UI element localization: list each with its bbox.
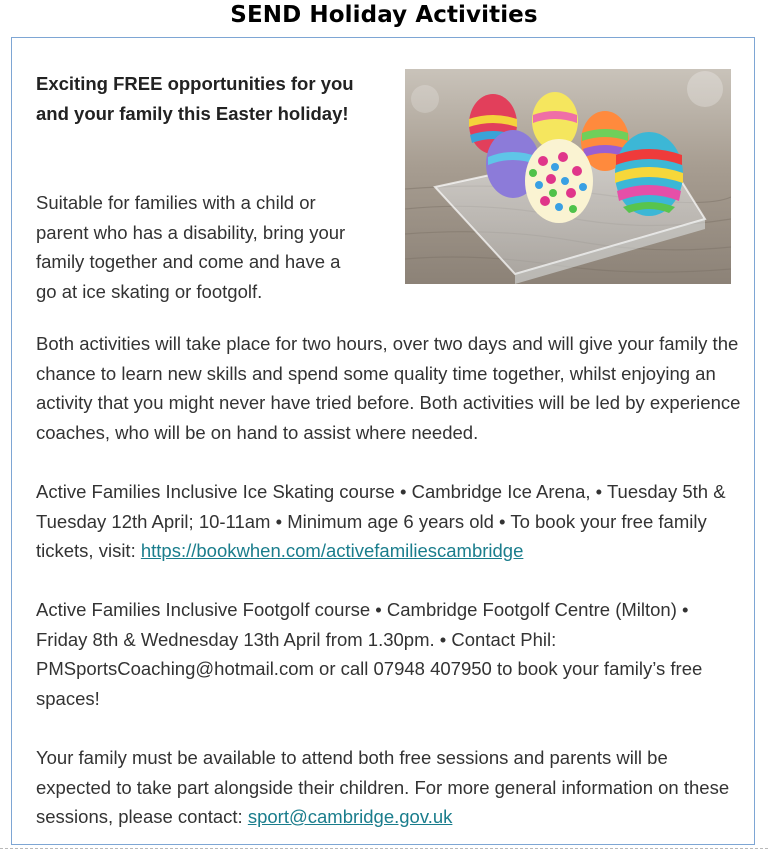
bookwhen-link[interactable]: https://bookwhen.com/activefamiliescambridge xyxy=(140,540,524,561)
footgolf-info: Active Families Inclusive Footgolf course • Cambridge Footgolf Centre (Milton) • Friday 8th & Wednesday 13th April from 1.30pm. • Contact Phil: PMSportsCoaching@hotmail.com or call 07948 407950 to book your family’s free spaces! xyxy=(36,599,703,709)
suitability-text: Suitable for families with a child or parent who has a disability, bring your family together and come and have a go at ice skating or footgolf. xyxy=(36,192,346,302)
ice-skating-info xyxy=(36,477,741,566)
attendance-info xyxy=(36,743,741,832)
easter-eggs-photo xyxy=(405,69,731,284)
attendance-text: Your family must be available to attend both free sessions and parents will be expected to take part alongside their children. For more general information on these sessions, please contact: xyxy=(36,747,730,827)
page-title: SEND Holiday Activities xyxy=(230,2,538,28)
intro-heading: Exciting FREE opportunities for you and your family this Easter holiday! xyxy=(36,73,354,124)
ice-skating-text: Active Families Inclusive Ice Skating course • Cambridge Ice Arena, • Tuesday 5th & Tuesday 12th April; 10-11am • Minimum age 6 years old • To book your free family tickets, visit: xyxy=(36,481,726,561)
page-divider xyxy=(0,848,768,849)
contact-email-link[interactable]: sport@cambridge.gov.uk xyxy=(247,806,453,827)
activity-details-text: Both activities will take place for two hours, over two days and will give your family the chance to learn new skills and spend some quality time together, whilst enjoying an activity that you might never have tried before. Both activities will be led by experience coaches, who will be on hand to assist where needed. xyxy=(36,333,741,443)
